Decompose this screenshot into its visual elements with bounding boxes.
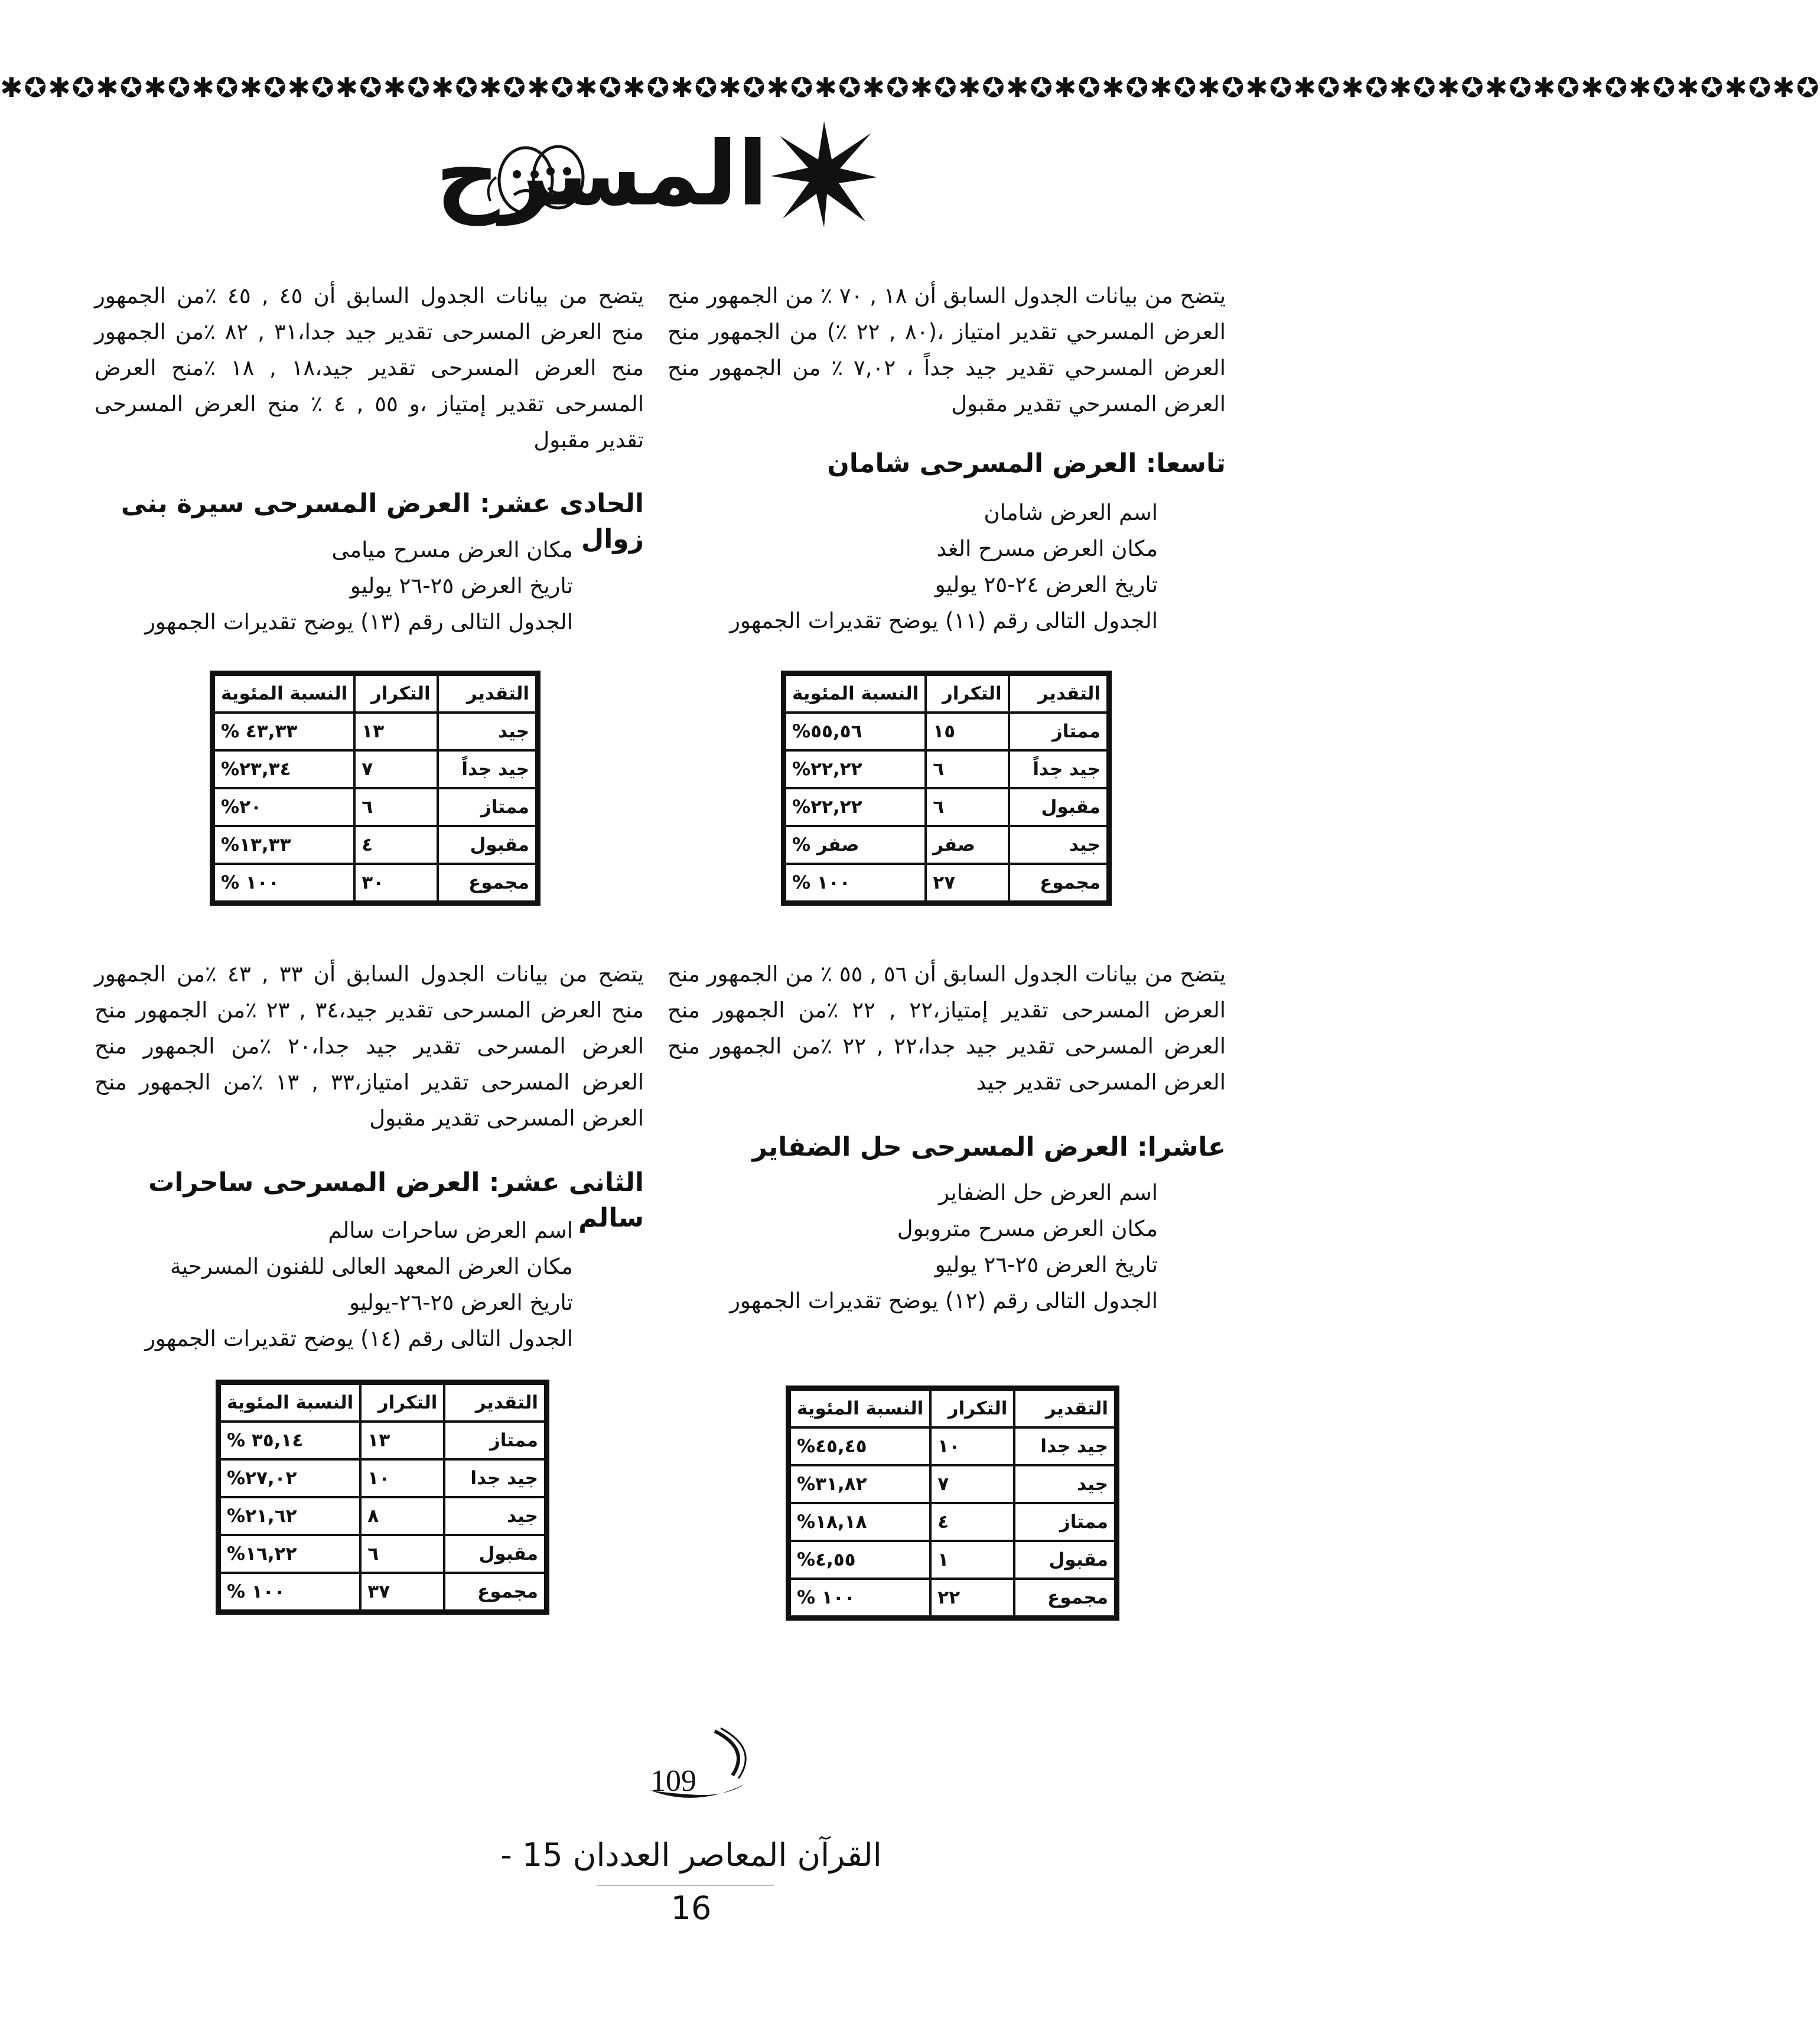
percentage-cell: ١٣,٣٣% bbox=[214, 826, 354, 864]
percentage-cell: ٣٥,١٤ % bbox=[220, 1422, 360, 1459]
section9-heading: تاسعا: العرض المسرحى شامان bbox=[827, 448, 1226, 479]
footer-divider bbox=[597, 1885, 774, 1886]
section9-line: الجدول التالى رقم (١١) يوضح تقديرات الجمهور bbox=[730, 608, 1158, 633]
decorative-border: ✱✪✱✪✱✪✱✪✱✪✱✪✱✪✱✪✱✪✱✪✱✪✱✪✱✪✱✪✱✪✱✪✱✪✱✪✱✪✱✪✱✪✱✪✱✪✱✪✱✪✱✪✱✪✱✪✱✪✱✪✱✪✱✪✱✪✱✪✱✪✱✪✱✪✱✪ bbox=[0, 71, 1820, 103]
section9-conclusion: يتضح من بيانات الجدول السابق أن ٥٦ , ٥٥ ٪ من الجمهور منح العرض المسرحى تقدير إمتياز،٢٢ , ٢٢ ٪من الجمهور منح العرض المسرحى تقدير جيد جدا،٢٢ , ٢٢ ٪من الجمهور منح العرض المسرحى تقدير جيد bbox=[668, 961, 1226, 1095]
frequency-cell: صفر bbox=[926, 826, 1008, 864]
section10-info bbox=[668, 1175, 1158, 1319]
percentage-cell: ٣١,٨٢% bbox=[790, 1465, 930, 1503]
rating-cell: جيد bbox=[438, 713, 536, 750]
percentage-cell: ١٠٠ % bbox=[214, 864, 354, 902]
percentage-cell: ١٨,١٨% bbox=[790, 1503, 930, 1541]
percentage-cell: ٤٣,٣٣ % bbox=[214, 713, 354, 750]
table-row bbox=[790, 1541, 1115, 1579]
table-row bbox=[214, 826, 536, 864]
column-header: التكرار bbox=[930, 1390, 1014, 1427]
table-11 bbox=[781, 671, 1112, 906]
section12-line: مكان العرض المعهد العالى للفنون المسرحية bbox=[170, 1254, 573, 1279]
table-header-row bbox=[214, 675, 536, 713]
section9-line: مكان العرض مسرح الغد bbox=[936, 536, 1158, 561]
journal-footer: القرآن المعاصر العددان 15 - 16 bbox=[500, 1836, 882, 1927]
column-header: التقدير bbox=[444, 1384, 545, 1422]
table-row bbox=[214, 713, 536, 750]
rating-cell: جيد جداً bbox=[1009, 750, 1108, 788]
frequency-cell: ٣٠ bbox=[354, 864, 437, 902]
rating-cell: ممتاز bbox=[1009, 713, 1108, 750]
section-header bbox=[435, 112, 886, 236]
rating-cell: مجموع bbox=[1009, 864, 1108, 902]
percentage-cell: ٢٢,٢٢% bbox=[785, 788, 926, 826]
column-header: التكرار bbox=[926, 675, 1008, 713]
frequency-cell: ٢٧ bbox=[926, 864, 1008, 902]
table-14 bbox=[216, 1380, 549, 1615]
section11-line: مكان العرض مسرح ميامى bbox=[331, 537, 573, 562]
rating-cell: ممتاز bbox=[444, 1422, 545, 1459]
frequency-cell: ٧ bbox=[930, 1465, 1014, 1503]
percentage-cell: ٢٢,٢٢% bbox=[785, 750, 926, 788]
column-header: النسبة المئوية bbox=[785, 675, 926, 713]
table-12 bbox=[786, 1385, 1119, 1621]
frequency-cell: ٧ bbox=[354, 750, 437, 788]
percentage-cell: ١٠٠ % bbox=[790, 1579, 930, 1617]
frequency-cell: ٦ bbox=[926, 788, 1008, 826]
rating-cell: جيد bbox=[444, 1497, 545, 1535]
rating-cell: مقبول bbox=[1009, 788, 1108, 826]
column-header: النسبة المئوية bbox=[220, 1384, 360, 1422]
section11-conclusion: يتضح من بيانات الجدول السابق أن ٣٣ , ٤٣ ٪من الجمهور منح العرض المسرحى تقدير جيد،٣٤ , ٢٣ ٪من الجمهور منح العرض المسرحى تقدير جيد جدا،٢٠ ٪من الجمهور منح العرض المسرحى تقدير امتياز،٣٣ , ١٣ ٪من الجمهور منح العرض المسرحى تقدير مقبول bbox=[95, 961, 644, 1131]
rating-cell: ممتاز bbox=[438, 788, 536, 826]
table-total-row bbox=[790, 1579, 1115, 1617]
percentage-cell: ٢٣,٣٤% bbox=[214, 750, 354, 788]
rating-cell: مجموع bbox=[1014, 1579, 1115, 1617]
table-total-row bbox=[785, 864, 1108, 902]
percentage-cell: ٤٥,٤٥% bbox=[790, 1427, 930, 1465]
frequency-cell: ١٠ bbox=[930, 1427, 1014, 1465]
frequency-cell: ٤ bbox=[354, 826, 437, 864]
section12-info bbox=[95, 1212, 573, 1357]
percentage-cell: ١٦,٢٢% bbox=[220, 1535, 360, 1573]
section12-line: اسم العرض ساحرات سالم bbox=[328, 1218, 573, 1243]
column-header: التكرار bbox=[360, 1384, 444, 1422]
table-row bbox=[220, 1535, 545, 1573]
section10-line: مكان العرض مسرح متروبول bbox=[897, 1216, 1158, 1241]
column-header: التكرار bbox=[354, 675, 437, 713]
rating-cell: مقبول bbox=[1014, 1541, 1115, 1579]
column-header: النسبة المئوية bbox=[214, 675, 354, 713]
table-total-row bbox=[214, 864, 536, 902]
table-row bbox=[214, 750, 536, 788]
column-header: التقدير bbox=[1014, 1390, 1115, 1427]
table-header-row bbox=[790, 1390, 1115, 1427]
frequency-cell: ١٣ bbox=[354, 713, 437, 750]
section9-line: تاريخ العرض ٢٤-٢٥ يوليو bbox=[935, 572, 1158, 597]
section11-heading: الحادى عشر: العرض المسرحى سيرة بنى زوال bbox=[121, 489, 644, 554]
column-header: التقدير bbox=[1009, 675, 1108, 713]
rating-cell: ممتاز bbox=[1014, 1503, 1115, 1541]
rating-cell: جيد bbox=[1014, 1465, 1115, 1503]
section12-heading: الثانى عشر: العرض المسرحى ساحرات سالم bbox=[148, 1167, 644, 1233]
frequency-cell: ١٣ bbox=[360, 1422, 444, 1459]
column-header: النسبة المئوية bbox=[790, 1390, 930, 1427]
rating-cell: مجموع bbox=[444, 1573, 545, 1611]
section9-line: اسم العرض شامان bbox=[984, 500, 1158, 525]
table-row bbox=[785, 788, 1108, 826]
table-row bbox=[785, 713, 1108, 750]
frequency-cell: ١٠ bbox=[360, 1459, 444, 1497]
right-intro-paragraph: يتضح من بيانات الجدول السابق أن ١٨ , ٧٠ ٪ من الجمهور منح العرض المسرحي تقدير امتياز ،(٨٠ , ٢٢ ٪) من الجمهور منح العرض المسرحي تقدير جيد جداً ، ٧,٠٢ ٪ من الجمهور منح العرض المسرحي تقدير مقبول bbox=[668, 283, 1226, 417]
percentage-cell: ٢٧,٠٢% bbox=[220, 1459, 360, 1497]
section10-line: اسم العرض حل الضفاير bbox=[939, 1180, 1158, 1205]
rating-cell: جيد bbox=[1009, 826, 1108, 864]
section9-info bbox=[668, 495, 1158, 639]
table-13 bbox=[210, 671, 541, 906]
table-row bbox=[785, 826, 1108, 864]
rating-cell: جيد جدا bbox=[1014, 1427, 1115, 1465]
section10-line: تاريخ العرض ٢٥-٢٦ يوليو bbox=[935, 1252, 1158, 1277]
frequency-cell: ٣٧ bbox=[360, 1573, 444, 1611]
section11-info bbox=[95, 532, 573, 640]
section10-line: الجدول التالى رقم (١٢) يوضح تقديرات الجمهور bbox=[730, 1288, 1158, 1313]
table-row bbox=[220, 1459, 545, 1497]
table-header-row bbox=[220, 1384, 545, 1422]
frequency-cell: ١ bbox=[930, 1541, 1014, 1579]
section12-line: تاريخ العرض ٢٥-٢٦-يوليو bbox=[349, 1290, 573, 1315]
table-header-row bbox=[785, 675, 1108, 713]
percentage-cell: صفر % bbox=[785, 826, 926, 864]
rating-cell: جيد جدا bbox=[444, 1459, 545, 1497]
table-row bbox=[785, 750, 1108, 788]
table-row bbox=[790, 1503, 1115, 1541]
percentage-cell: ٢٠% bbox=[214, 788, 354, 826]
percentage-cell: ٤,٥٥% bbox=[790, 1541, 930, 1579]
frequency-cell: ٤ bbox=[930, 1503, 1014, 1541]
rating-cell: مجموع bbox=[438, 864, 536, 902]
column-header: التقدير bbox=[438, 675, 536, 713]
rating-cell: مقبول bbox=[438, 826, 536, 864]
section10-heading: عاشرا: العرض المسرحى حل الضفاير bbox=[752, 1132, 1226, 1162]
table-total-row bbox=[220, 1573, 545, 1611]
starburst-icon bbox=[768, 118, 880, 230]
table-row bbox=[220, 1422, 545, 1459]
frequency-cell: ٦ bbox=[354, 788, 437, 826]
frequency-cell: ٨ bbox=[360, 1497, 444, 1535]
page-number: 109 bbox=[650, 1764, 696, 1798]
table-row bbox=[214, 788, 536, 826]
percentage-cell: ١٠٠ % bbox=[220, 1573, 360, 1611]
section11-line: الجدول التالى رقم (١٣) يوضح تقديرات الجمهور bbox=[145, 609, 573, 635]
frequency-cell: ٦ bbox=[360, 1535, 444, 1573]
frequency-cell: ٦ bbox=[926, 750, 1008, 788]
table-row bbox=[790, 1427, 1115, 1465]
percentage-cell: ٥٥,٥٦% bbox=[785, 713, 926, 750]
table-row bbox=[220, 1497, 545, 1535]
table-row bbox=[790, 1465, 1115, 1503]
frequency-cell: ٢٢ bbox=[930, 1579, 1014, 1617]
section12-line: الجدول التالى رقم (١٤) يوضح تقديرات الجمهور bbox=[145, 1326, 573, 1351]
frequency-cell: ١٥ bbox=[926, 713, 1008, 750]
percentage-cell: ١٠٠ % bbox=[785, 864, 926, 902]
rating-cell: جيد جداً bbox=[438, 750, 536, 788]
rating-cell: مقبول bbox=[444, 1535, 545, 1573]
left-intro-paragraph: يتضح من بيانات الجدول السابق أن ٤٥ , ٤٥ ٪من الجمهور منح العرض المسرحى تقدير جيد جدا،٣١ , ٨٢ ٪من الجمهور منح العرض المسرحى تقدير جيد،١٨ , ١٨ ٪منح العرض المسرحى تقدير إمتياز ،و ٥٥ , ٤ ٪ منح العرض المسرحى تقدير مقبول bbox=[95, 283, 644, 453]
section11-line: تاريخ العرض ٢٥-٢٦ يوليو bbox=[350, 573, 573, 599]
percentage-cell: ٢١,٦٢% bbox=[220, 1497, 360, 1535]
page-title: المسرح bbox=[435, 123, 768, 226]
